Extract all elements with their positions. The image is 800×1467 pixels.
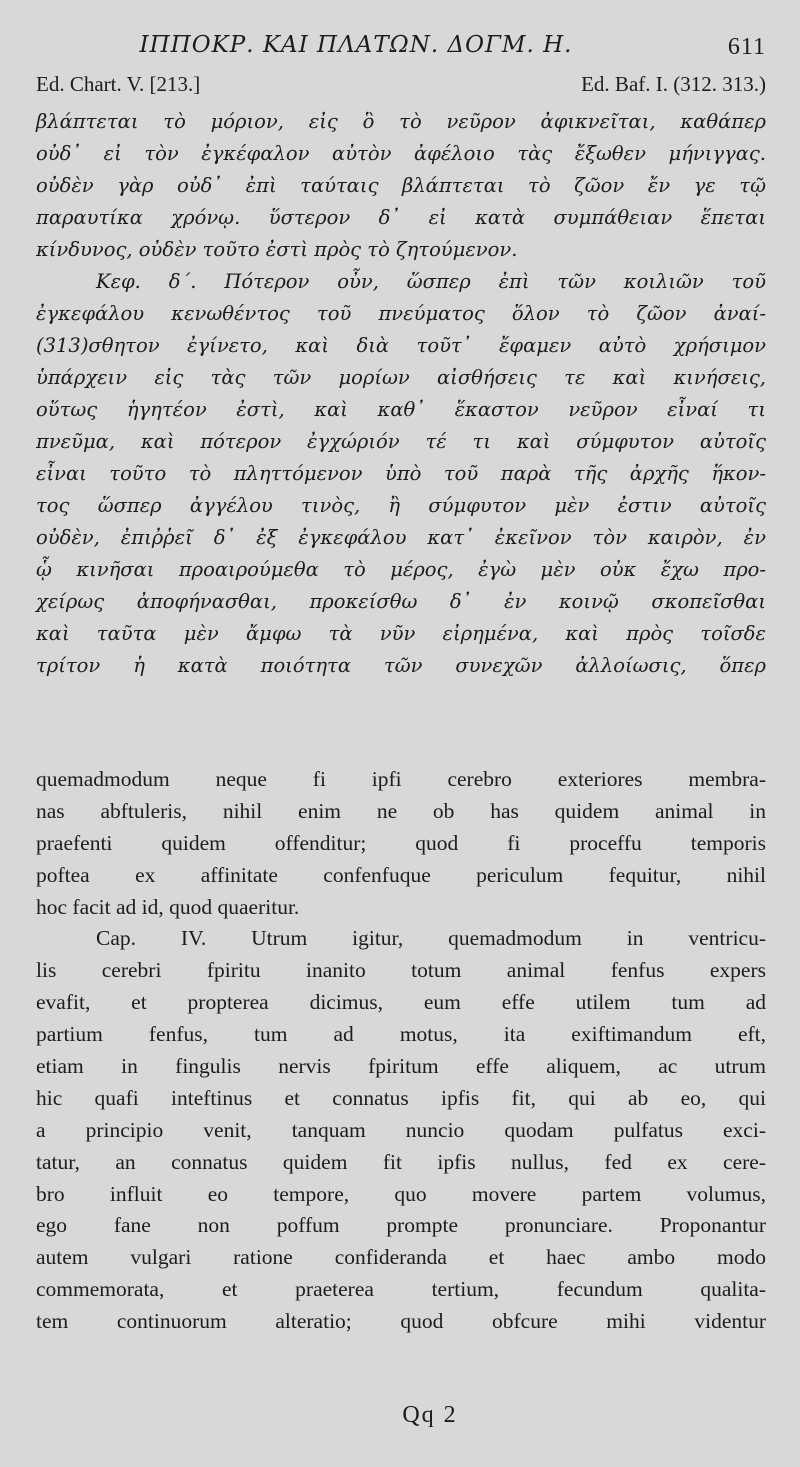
latin-chapter-heading-line: Cap. IV. Utrum igitur, quemadmodum in ventricu-	[96, 926, 766, 951]
latin-line: nas abftuleris, nihil enim ne ob has quidem animal in	[36, 798, 766, 823]
greek-text-block	[36, 106, 766, 682]
greek-line: ἐγκεφάλου κενωθέντος τοῦ πνεύματος ὅλον τὸ ζῶον ἀναί-	[36, 302, 766, 325]
latin-line: hoc facit ad id, quod quaeritur.	[36, 894, 300, 919]
latin-line: commemorata, et praeterea tertium, fecundum qualita-	[36, 1277, 766, 1302]
greek-line: ὑπάρχειν εἰς τὰς τῶν μορίων αἰσθήσεις τε καὶ κινήσεις,	[36, 366, 766, 389]
greek-line: οὐδὲν γὰρ οὐδ᾽ ἐπὶ ταύταις βλάπτεται τὸ ζῶον ἔν γε τῷ	[36, 174, 766, 197]
latin-line: poftea ex affinitate confenfuque periculum fequitur, nihil	[36, 862, 766, 887]
edition-references	[36, 72, 766, 100]
greek-chapter-heading-line: Κεφ. δ΄. Πότερον οὖν, ὥσπερ ἐπὶ τῶν κοιλιῶν τοῦ	[96, 270, 766, 293]
latin-line: a principio venit, tanquam nuncio quodam pulfatus exci-	[36, 1117, 766, 1142]
latin-line: hic quafi inteftinus et connatus ipfis fit, qui ab eo, qui	[36, 1085, 766, 1110]
greek-line: τρίτον ἡ κατὰ ποιότητα τῶν συνεχῶν ἀλλοίωσις, ὅπερ	[36, 654, 766, 677]
greek-line: πνεῦμα, καὶ πότερον ἐγχώριόν τέ τι καὶ σύμφυτον αὐτοῖς	[36, 430, 766, 453]
greek-line: βλάπτεται τὸ μόριον, εἰς ὃ τὸ νεῦρον ἀφικνεῖται, καθάπερ	[36, 110, 766, 133]
edition-basel: Ed. Baf. I. (312. 313.)	[581, 72, 766, 96]
greek-line: οὕτως ἡγητέον ἐστὶ, καὶ καθ᾽ ἕκαστον νεῦρον εἶναί τι	[36, 398, 766, 421]
running-head	[36, 32, 766, 62]
greek-line: εἶναι τοῦτο τὸ πληττόμενον ὑπὸ τοῦ παρὰ τῆς ἀρχῆς ἥκον-	[36, 462, 766, 485]
edition-chartier: Ed. Chart. V. [213.]	[36, 72, 201, 96]
latin-line: ego fane non poffum prompte pronunciare. Proponantur	[36, 1213, 766, 1238]
latin-line: autem vulgari ratione confideranda et haec ambo modo	[36, 1245, 766, 1270]
latin-line: tem continuorum alteratio; quod obfcure mihi videntur	[36, 1309, 766, 1334]
latin-line: partium fenfus, tum ad motus, ita exiftimandum eft,	[36, 1022, 766, 1047]
latin-line: tatur, an connatus quidem fit ipfis nullus, fed ex cere-	[36, 1149, 766, 1174]
latin-line: lis cerebri fpiritu inanito totum animal fenfus expers	[36, 958, 766, 983]
greek-line: (313)σθητον ἐγίνετο, καὶ διὰ τοῦτ᾽ ἔφαμεν αὐτὸ χρήσιμον	[36, 334, 766, 357]
greek-line: τος ὥσπερ ἀγγέλου τινὸς, ἢ σύμφυτον μὲν ἐστιν αὐτοῖς	[36, 494, 766, 517]
page-number: 611	[727, 34, 766, 60]
running-title: ΙΠΠΟΚΡ. ΚΑΙ ΠΛΑΤΩΝ. ΔΟΓΜ. Η.	[139, 32, 573, 58]
greek-line: καὶ ταῦτα μὲν ἄμφω τὰ νῦν εἰρημένα, καὶ πρὸς τοῖσδε	[36, 622, 766, 645]
greek-line: παραυτίκα χρόνῳ. ὕστερον δ᾽ εἰ κατὰ συμπάθειαν ἕπεται	[36, 206, 766, 229]
latin-text-block	[36, 764, 766, 1338]
latin-line: quemadmodum neque fi ipfi cerebro exteriores membra-	[36, 767, 766, 791]
greek-line: οὐδ᾽ εἰ τὸν ἐγκέφαλον αὐτὸν ἀφέλοιο τὰς ἔξωθεν μήνιγγας.	[36, 142, 766, 165]
greek-line: ᾧ κινῆσαι προαιρούμεθα τὸ μέρος, ἐγὼ μὲν οὐκ ἔχω προ-	[36, 558, 766, 581]
latin-line: praefenti quidem offenditur; quod fi proceffu temporis	[36, 830, 766, 855]
greek-line: κίνδυνος, οὐδὲν τοῦτο ἐστὶ πρὸς τὸ ζητούμενον.	[36, 238, 518, 261]
greek-line: χείρως ἀποφήνασθαι, προκείσθω δ᾽ ἐν κοινῷ σκοπεῖσθαι	[36, 590, 766, 613]
latin-line: bro influit eo tempore, quo movere partem volumus,	[36, 1181, 766, 1206]
gathering-signature: Qq 2	[402, 1402, 458, 1428]
latin-line: etiam in fingulis nervis fpiritum effe aliquem, ac utrum	[36, 1054, 766, 1079]
greek-line: οὐδὲν, ἐπιῤῥεῖ δ᾽ ἐξ ἐγκεφάλου κατ᾽ ἐκεῖνον τὸν καιρὸν, ἐν	[36, 526, 766, 549]
latin-line: evafit, et propterea dicimus, eum effe utilem tum ad	[36, 990, 766, 1015]
